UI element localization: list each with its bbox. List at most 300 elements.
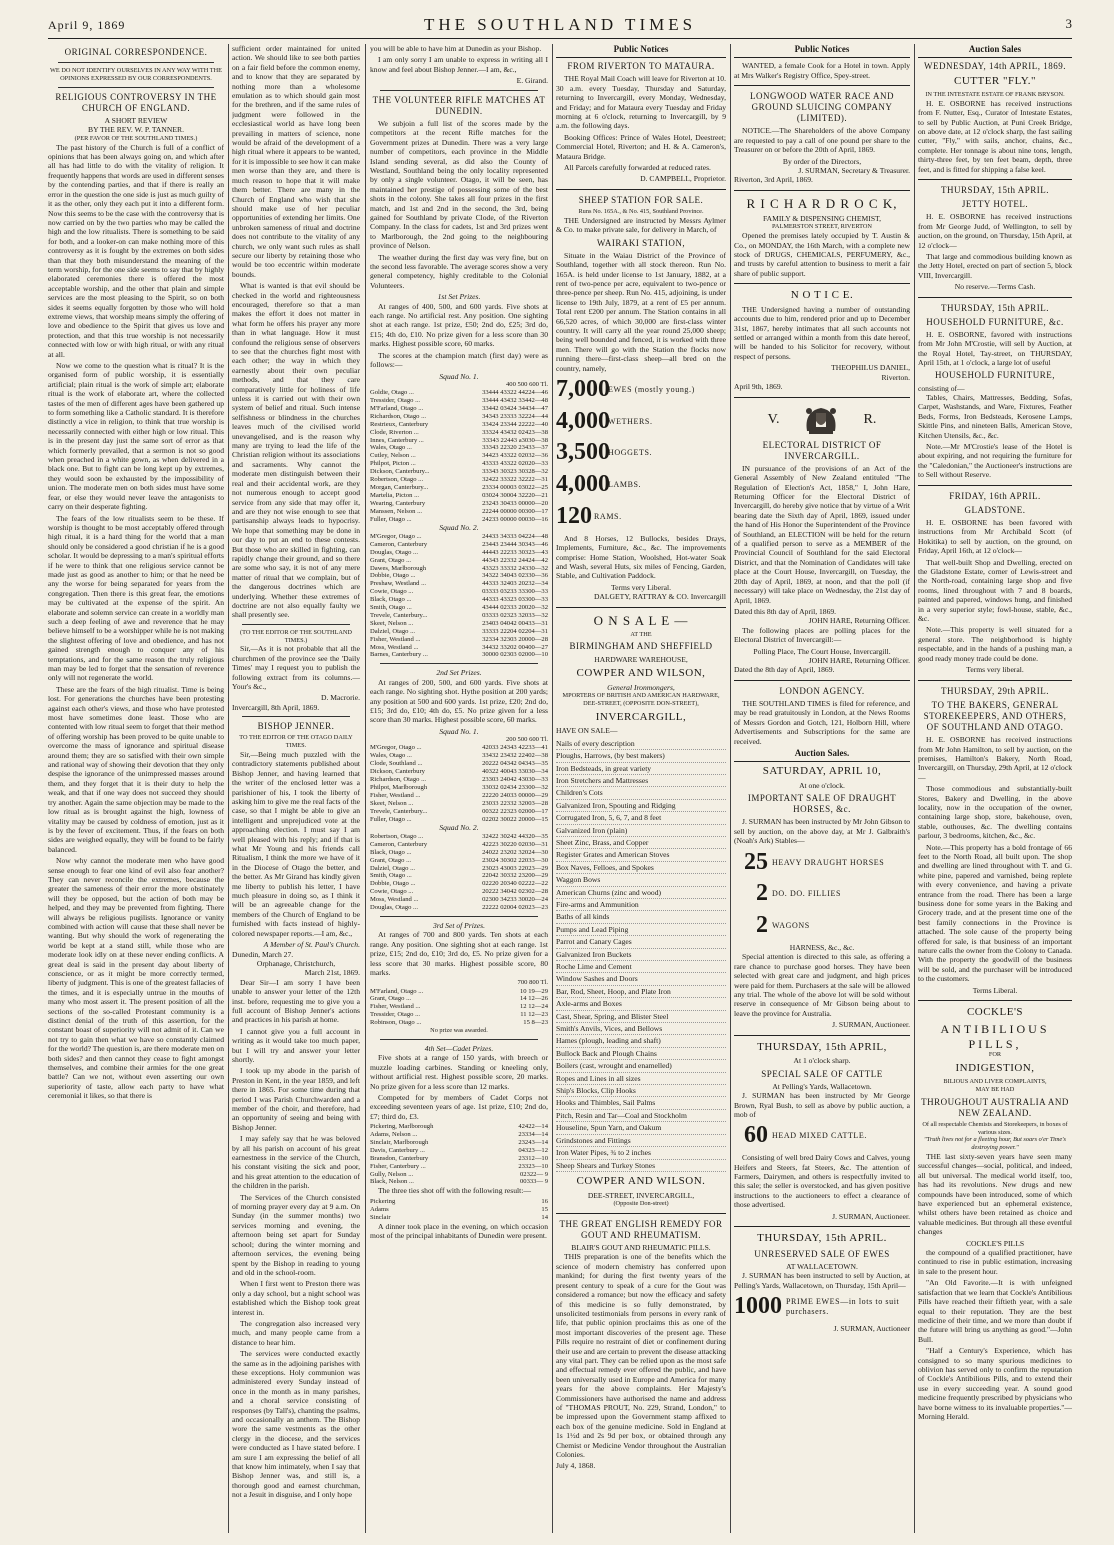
competitor-score: 43323 33332 24330—32: [482, 564, 548, 572]
ad-title: ANTIBILIOUS PILLS,: [940, 1021, 1050, 1051]
ad-text: NOTICE.—The Shareholders of the above Company are requested to pay a call of one pound per share to the Treasurer on or before the 20th of April, 1869.: [734, 126, 910, 155]
ad-subtitle: AT WALLACETOWN.: [786, 1261, 858, 1271]
column-correspondence-cont: [232, 44, 360, 1533]
competitor-score: 22244 00000 00300—17: [482, 507, 548, 515]
ad-subtitle: (Opposite Don-street): [613, 1199, 669, 1207]
competitor-name: Clode, Southland ...: [370, 760, 423, 768]
competitor-name: Philpot, Marlborough: [370, 783, 428, 791]
article-headline: RELIGIOUS CONTROVERSY IN THE CHURCH OF ENGLAND.: [55, 91, 217, 113]
divider: [918, 179, 1072, 180]
score-row: [370, 800, 548, 808]
score-table: [370, 1123, 548, 1186]
letter-text: The congregation also increased very much, and many people came from a distance to hear him.: [232, 1318, 360, 1347]
divider: [734, 680, 910, 681]
competitor-score: 33442 03424 34434—47: [482, 404, 548, 412]
column-auction-sales: [918, 44, 1072, 1533]
ad-subtitle: At one o'clock.: [799, 780, 845, 790]
ad-subtitle: BLAIR'S GOUT AND RHEUMATIC PILLS.: [571, 1243, 711, 1253]
lot: [556, 375, 726, 405]
competitor-score: 44343 22332 24424—42: [482, 556, 548, 564]
section-header: Public Notices: [556, 44, 726, 58]
ad-subtitle: FAMILY & DISPENSING CHEMIST,: [762, 213, 882, 223]
prize-heading: 3rd Set of Prizes.: [432, 920, 486, 930]
ad-text: H. E. OSBORNE has received instructions from Mr George Judd, of Wellington, to sell by auction, on the ground, on Thursday, 15th April, at 12 o'clock—: [918, 212, 1072, 250]
ad-subtitle: IN THE INTESTATE ESTATE OF FRANK BRYSON.: [925, 90, 1065, 98]
list-item: Grindstones and Fittings: [556, 1135, 726, 1147]
divider: [380, 1039, 538, 1040]
prize-conditions: At ranges of 700 and 800 yards. Ten shots at each range. Any position. One sighting shot at each range. 1st prize, £15; 2nd do, £10; 3rd do, £5. No prize given for a less score that 30 marks. Highest possible score, 80 marks.: [370, 930, 548, 977]
competitor-name: Skeet, Nelson ...: [370, 799, 414, 807]
competitor-name: Grant, Otago ...: [370, 556, 412, 564]
ad-signature: J. SURMAN, Auctioneer.: [832, 1020, 910, 1030]
competitor-score: 34343 23333 32224—44: [482, 412, 548, 420]
divider: [734, 190, 910, 191]
competitor-name: Fisher, Westland ...: [370, 1003, 421, 1011]
ad-text: THE SOUTHLAND TIMES is filed for reference, and may be read gratuitously in London, at the News Rooms of Messrs Gordon and Gotch, 121, Holborn Hill, where Advertisements and Subscriptions for the same are received.: [734, 698, 910, 746]
competitor-name: M'Farland, Otago ...: [370, 404, 424, 412]
competitor-name: Manssen, Nelson ...: [370, 507, 423, 515]
score-row: [370, 500, 548, 508]
ad-title: COCKLE'S: [966, 1006, 1024, 1019]
ad-text: the compound of a qualified practitioner, have continued to rise in public estimation, increasing in sale to the present hour.: [918, 1248, 1072, 1276]
column-public-notices: [556, 44, 726, 1533]
ad-subtitle: AT THE: [630, 630, 652, 638]
list-item: Ship's Blocks, Clip Hooks: [556, 1085, 726, 1097]
competitor-name: Davis, Canterbury ...: [370, 1146, 425, 1154]
ad-title: THURSDAY, 15th APRIL.: [940, 302, 1050, 313]
squad-heading: Squad No. 2.: [439, 523, 479, 533]
score-row: [370, 397, 548, 405]
ad-subtitle: FOR: [988, 1051, 1002, 1059]
competitor-name: Black, Nelson ...: [370, 1178, 414, 1186]
ad-text: IN pursuance of the provisions of an Act of the General Assembly of New Zealand entituled "The Regulation of Election's Act, 1858," I, John Hare, Returning Officer for the Electoral District of Invercargill, do hereby give notice that by virtue of a Writ bearing date the Sixth day of April, 1869, issued under the hand of His Honor the Superintendent of the Province of Southland, an ELECTION will be held for the return of a qualified person to serve as a MEMBER of the Provincial Council of Southland for the said Electoral District, and that the Nomination of Candidates will take place at the Court House, Invercargill, on Tuesday, the 20th day of April, 1869, at noon, and that the poll (if necessary) will take place on Wednesday, the 21st day of April, 1869.: [734, 463, 910, 605]
competitor-name: Dawes, Marlborough: [370, 564, 427, 572]
section-header: Auction Sales.: [734, 748, 910, 762]
competitor-name: Richardson, Otago ...: [370, 776, 427, 784]
list-item: Ropes and Lines in all sizes: [556, 1073, 726, 1085]
ad-terms: Terms very Liberal.: [611, 582, 671, 592]
lot: [734, 911, 910, 941]
letter-place: Dunedin, March 27.: [232, 949, 294, 959]
score-row: [370, 636, 548, 644]
item-list: [556, 738, 726, 1172]
ad-text: That well-built Shop and Dwelling, erected on the Gladstone Estate, corner of Lewis-street and the North-road, containing large shop and five rooms, lined throughout with 7 and 8 boards, painted and papered, windows hung, and finished in a very superior style; fowl-house, stable, &c., &c.: [918, 557, 1072, 624]
competitor-name: Clode, Riverton ...: [370, 428, 419, 436]
competitor-name: Fisher, Westland ...: [370, 791, 421, 799]
divider: [734, 1226, 910, 1227]
ad-title: GLADSTONE.: [964, 504, 1026, 515]
lot: [734, 879, 910, 909]
letter-signature: E. Girand.: [516, 76, 548, 86]
score-row: [370, 1155, 548, 1163]
squad-heading: Squad No. 1.: [439, 371, 479, 381]
vr-right: R.: [863, 411, 877, 427]
list-item: Pumps and Lead Piping: [556, 924, 726, 936]
ad-title: ELECTORAL DISTRICT OF INVERCARGILL.: [762, 439, 882, 461]
ad-title: THURSDAY, 15th APRIL.: [940, 184, 1050, 195]
ad-text: Consisting of well bred Dairy Cows and Calves, young Heifers and Steers, fat Steers, &c. The attention of Farmers, Dairymen, and others is respectfully invited to this sale; the seller is overstocked, and has given positive instructions to the auctioneers to effect a clearance of those advertised.: [734, 1153, 910, 1210]
ad-subtitle: DEE-STREET, (OPPOSITE DON-STREET),: [583, 699, 699, 707]
ad-text: J. SURMAN has been instructed to sell by Auction, at Pelling's Yards, Wallacetown, on Thursday, 15th April—: [734, 1271, 910, 1290]
competitor-name: Wearing, Canterbury: [370, 499, 426, 507]
competitor-name: Tressider, Otago ...: [370, 396, 421, 404]
ad-text: THE Royal Mail Coach will leave for Riverton at 10. 30 a.m. every Tuesday, Thursday and Saturday, returning to Invercargill, every Monday, Wednesday, and Friday; and for Mataura every Tuesday and Friday morning at 6 o'clock, returning to Invercargill, by 9 a.m. the following days.: [556, 74, 726, 131]
article-paragraph: sufficient order maintained for united action. We should like to see both parties on a fair field before the common enemy, and to know that they are separated by nothing more than a wholesome emulation as to which should gain most for the brethren, and if the same rules of judgment were followed in the ecclesiastical world as have long been prevailing in matters of science, none would be afraid of the development of a high ritual where it appears to be wanted, for it is impossible to see how it can make men worse than they are, and there is much reason to hope that it will make them better. There are many in the Church of England who wish that she should make use of her peculiar opportunities of extending her limits. One unbroken sameness of ritual and doctrine does not contribute to the vitality of any church, we only want such rules as shall secure our liberty by retaining those who would be too eccentric within moderate bounds.: [232, 44, 360, 279]
divider: [556, 189, 726, 190]
ad-text: H. E. OSBORNE has received instructions from Mr John Hamilton, to sell by auction, on the premises, Hamilton's Bakery, North Road, Invercargill, on Thursday, 29th April, at 12 o'clock—: [918, 735, 1072, 782]
lot-description: HEAD MIXED CATTLE.: [772, 1131, 868, 1141]
competitor-score: 04323—12: [518, 1146, 548, 1154]
lot-description: DO. DO. FILLIES: [772, 889, 841, 899]
column-correspondence: [48, 44, 224, 1533]
competitor-score: 43444 02333 20020—32: [482, 604, 548, 612]
ad-title: THURSDAY, 15th APRIL,: [757, 1040, 887, 1053]
ad-subtitle: HARNESS, &c., &c.: [789, 942, 855, 952]
section-header: Public Notices: [734, 44, 910, 58]
competitor-name: Fisher, Canterbury ...: [370, 1162, 426, 1170]
lot-quantity: 60: [744, 1122, 768, 1149]
article-subhead: A SHORT REVIEW: [104, 116, 168, 126]
score-row: [370, 484, 548, 492]
score-row: [370, 872, 548, 880]
score-row: [370, 644, 548, 652]
lot-quantity: 2: [756, 912, 768, 939]
divider: [380, 663, 538, 664]
ad-title: LONDON AGENCY.: [779, 685, 865, 696]
score-row: [370, 1139, 548, 1147]
list-item: Pitch, Resin and Tar—Coal and Stockholm: [556, 1110, 726, 1122]
score-row: [370, 857, 548, 865]
lot: [556, 438, 726, 468]
competitor-name: Richardson, Otago ...: [370, 412, 427, 420]
ad-text: Booking Offices: Prince of Wales Hotel, Deestreet; Commercial Hotel, Riverton; and H. & A. Cameron's, Mataura Bridge.: [556, 132, 726, 161]
competitor-score: 33343 22320 23433—37: [482, 444, 548, 452]
ad-subtitle: MAY BE HAD: [975, 1085, 1015, 1093]
competitor-score: 02202 30022 20000—15: [482, 815, 548, 823]
letter-text: When I first went to Preston there was only a day school, but a night school was established which the Bishop took great interest in.: [232, 1279, 360, 1317]
ad-subtitle: At Pelling's Yards, Wallacetown.: [772, 1081, 872, 1091]
ad-signature: THEOPHILUS DANIEL,: [831, 363, 910, 373]
score-row: [370, 596, 548, 604]
competitor-name: M'Farland, Otago ...: [370, 987, 424, 995]
column-notices-auctions: [734, 44, 910, 1533]
score-row: [370, 565, 548, 573]
list-item: Ploughs, Harrows, (by best makers): [556, 750, 726, 762]
score-row: [370, 628, 548, 636]
ad-text: H. E. OSBORNE, favored with instructions from Mr John M'Crostie, will sell by Auction, at the Royal Hotel, Tay-street, on THURSDAY, April 15th, at 1 o'clock, a large lot of useful: [918, 329, 1072, 368]
divider: [242, 716, 350, 717]
competitor-name: Martelia, Picton ...: [370, 491, 420, 499]
ad-signature: D. CAMPBELL, Proprietor.: [640, 174, 726, 184]
competitor-score: 20222 34042 02302—28: [482, 888, 548, 896]
ad-text: THE last sixty-seven years have seen many successful changes—social, political, and indeed, all but universal. The medical world itself, too, has had its revolutions. New drugs and new compounds have been introduced, some of which have experienced but an ephemeral existence, whilst others have been retained as choice and valuable medicines. But through all these eventful changes: [918, 1152, 1072, 1237]
ad-text: THE Undersigned having a number of outstanding accounts due to him, rendered prior and up to December 31st, 1867, hereby intimates that all such accounts not settled or arranged within a month from this date hereof, will be handed to his Solicitor for recovery, without respect of persons.: [734, 304, 910, 361]
list-item: Galvanized Iron Buckets: [556, 949, 726, 961]
lot-description: RAMS.: [594, 511, 622, 521]
ad-title: TO THE BAKERS, GENERAL STOREKEEPERS, AND OTHERS, OF SOUTHLAND AND OTAGO.: [923, 699, 1067, 732]
competitor-name: Goldie, Otago ...: [370, 389, 414, 397]
prize-note: No prize was awarded.: [430, 1027, 488, 1035]
score-row: [370, 865, 548, 873]
competitor-score: 23243 30433 00000—20: [482, 499, 548, 507]
ad-text: Tables, Chairs, Mattresses, Bedding, Sofas, Carpet, Washstands, and Ware, Fixtures, Feather Beds, Forms, Iron Bedsteads, Kerosene Lamps, Skittle Pins, and nineteen Balls, American Stove, Kitchen Utensils, &c., &c.: [918, 393, 1072, 440]
competitor-score: 15 8—23: [523, 1019, 548, 1027]
competitor-score: 12 12—24: [519, 1003, 548, 1011]
lot: [734, 1121, 910, 1151]
list-item: Axle-arms and Boxes: [556, 998, 726, 1010]
score-row: [370, 572, 548, 580]
article-credit: (PER FAVOR OF THE SOUTHLAND TIMES.): [74, 134, 198, 142]
page-number: 3: [1065, 16, 1072, 31]
competitor-score: 34322 34043 02330—36: [482, 572, 548, 580]
score-row: [370, 1171, 548, 1179]
ad-text: By order of the Directors,: [782, 156, 862, 166]
letter-text: Sir,—Being much puzzled with the contradictory statements published about Bishop Jenner, and having learned that the writer of the enclosed letter was a parishioner of his, I took the liberty of asking him to give me the real facts of the case, so that I might be able to give an intelligent and unprejudiced vote at the approaching election. I must say I am well pleased with his reply; and if that is what Mr Young and his friends call Ritualism, I think the more we have of it in the Diocese of Otago the better, and the better. As Mr Girand has kindly given me liberty to publish his letter, I have much pleasure in doing so, as I think it will be an agreeable change for the members of the Church of England to be furnished with facts instead of highly-colored newspaper reports.—I am, &c.,: [232, 749, 360, 938]
score-row: [370, 1011, 548, 1019]
ad-text: All Parcels carefully forwarded at reduced rates.: [564, 162, 711, 172]
lot-quantity: 1000: [734, 1292, 782, 1319]
competitor-name: Black, Otago ...: [370, 596, 412, 604]
competitor-score: 10 19—29: [519, 987, 548, 995]
competitor-name: Wales, Otago ...: [370, 752, 412, 760]
score-row: [370, 841, 548, 849]
score-row: [370, 995, 548, 1003]
competitor-score: 20222 04342 04343—35: [482, 760, 548, 768]
lot-quantity: 4,000: [556, 471, 610, 498]
ad-title: SHEEP STATION FOR SALE.: [578, 194, 704, 205]
list-item: Boilers (cast, wrought and enamelled): [556, 1060, 726, 1072]
competitor-name: Robertson, Otago ...: [370, 476, 424, 484]
competitor-name: Restrieux, Canterbury: [370, 420, 429, 428]
score-row: [370, 776, 548, 784]
competitor-score: 23023 43003 22023—29: [482, 864, 548, 872]
divider: [58, 62, 214, 63]
article-paragraph: Now we come to the question what is ritual? It is the organised form of public worship, it is essentially artificial; plain ritual is the work of simple art; elaborate ritual is the work of elaborate art, where the collected tastes of the men of different ages have been gathered up to form something like a Catholic standard. It is therefore distinctly a vice in religion, to think that true worship is necessarily connected with either high or low ritual. This is in the present day just the same sort of error as that which formerly prevailed, that a sermon is not so good when preached in a white gown, as when delivered in a black one. But to fight can be long kept up by extremes, they would soon be exhausted by the impossibility of union. The moderate men on both sides must have some fear, or else they would never leave the antagonists to carry on their desperate fighting.: [48, 361, 224, 512]
lot-quantity: 7,000: [556, 375, 610, 402]
competitor-score: 44443 22233 30323—43: [482, 548, 548, 556]
letter-text: The services were conducted exactly the same as in the adjoining parishes with these exceptions. Holy communion was administered every Sunday instead of once in the month as in many parishes, and a choral service consisting of responses (by Tall's), chanting the psalms, and occasionally an anthem. The Bishop wore the same vestments as the other clergy in the diocese, and the services were conducted as I have stated before. I am sure I am expressing the belief of all that know him intimately, when I say that Bishop Jenner was, and still is, a thorough good and earnest churchman, not a Jesuit in disguise, and I only hope: [232, 1349, 360, 1500]
list-item: Roche Lime and Cement: [556, 961, 726, 973]
lot-description: HOGGETS.: [608, 448, 653, 458]
competitor-score: 23323—10: [518, 1162, 548, 1170]
ad-title: THROUGHOUT AUSTRALIA AND NEW ZEALAND.: [921, 1096, 1069, 1118]
stock-list: [556, 375, 726, 532]
competitor-name: Dobbie, Otago ...: [370, 880, 416, 888]
article-paragraph: We subjoin a full list of the scores made by the competitors at the recent Rifle matches for the Government prizes at Dunedin. There was a very large number of competitors, each province in the Middle Island sending several, as did also the County of Westland, Southland being the only locality represented by only a single volunteer. Otago, it will be seen, has maintained her prestige of possessing some of the best shots in the colony. She takes all four prizes in the first match, and 1st and 2nd in the second, the 3rd, being gained for Southland by private Clode, of the Riverton Company. In the class for cadets, 1st and 3rd prizes went to Marlborough, the 2nd going to the neighbouring province of Nelson.: [370, 118, 548, 251]
list-item: Children's Cots: [556, 787, 726, 799]
score-row: [370, 833, 548, 841]
competitor-name: Douglas, Otago ...: [370, 904, 418, 912]
list-item: Register Grates and American Stoves: [556, 849, 726, 861]
divider: [734, 283, 910, 284]
competitor-name: Dalziel, Otago ...: [370, 864, 416, 872]
competitor-score: 33324 43432 02423—38: [482, 428, 548, 436]
competitor-name: Gully, Nelson ...: [370, 1170, 414, 1178]
letter-text: I am only sorry I am unable to express in writing all I know and feel about Bishop Jenner.—I am, &c.,: [370, 55, 548, 74]
list-item: Iron Stretchers and Mattresses: [556, 775, 726, 787]
competitor-name: Adams: [370, 1205, 389, 1213]
ad-subtitle: At 1 o'clock sharp.: [793, 1056, 851, 1066]
competitor-name: Fuller, Otago ...: [370, 815, 412, 823]
competitor-score: 33432 23432 22402—38: [482, 752, 548, 760]
score-row: [370, 468, 548, 476]
competitor-score: 44333 43323 03300—33: [482, 596, 548, 604]
competitor-name: Adams, Nelson ...: [370, 1131, 418, 1139]
prize-heading: 1st Set Prizes.: [437, 292, 481, 302]
score-table: [370, 389, 548, 523]
competitor-score: 33424 23344 22222—40: [482, 420, 548, 428]
score-table: [370, 988, 548, 1028]
score-row: [370, 1214, 548, 1222]
competitor-name: Cameron, Canterbury: [370, 540, 428, 548]
masthead-rule: [48, 38, 1072, 39]
divider: [734, 397, 910, 398]
competitor-score: 42033 24343 42233—41: [482, 744, 548, 752]
competitor-score: 03333 02323 32033—32: [482, 611, 548, 619]
competitor-score: 11 12—23: [520, 1011, 548, 1019]
score-row: [370, 413, 548, 421]
divider: [58, 87, 214, 88]
ad-title: INVERCARGILL,: [595, 710, 687, 723]
ad-subtitle: HARDWARE WAREHOUSE,: [594, 654, 688, 664]
ad-title: HOUSEHOLD FURNITURE,: [935, 370, 1055, 381]
divider: [734, 85, 910, 86]
divider: [242, 624, 350, 625]
ad-text: "Half a Century's Experience, which has consigned to so many spurious medicines to oblivion has served only to confirm the reputation of Cockle's Antibilious Pills, and to extend their use in every succeeding year. A sound good medicine frequently prescribed by physicians who have borne witness to its invaluable properties."—Morning Herald.: [918, 1346, 1072, 1421]
letter-text: you will be able to have him at Dunedin as your Bishop.: [370, 44, 542, 53]
divider: [918, 297, 1072, 298]
lot-description: HEAVY DRAUGHT HORSES: [772, 857, 885, 867]
score-row: [370, 1131, 548, 1139]
letter-text: The Services of the Church consisted of morning prayer every day at 9 a.m. On Sunday (in the summer months) two services morning and evening, the afternoon being set apart for Sunday school; during the winter morning and afternoon services, the evening being spent by the Bishop in reading to young and old in the school-room.: [232, 1192, 360, 1277]
competitor-name: Innes, Canterbury ...: [370, 436, 424, 444]
lot: [556, 502, 726, 532]
score-row: [370, 508, 548, 516]
competitor-score: 43333 43322 02020—33: [482, 460, 548, 468]
ad-date: Dated this 8th day of April, 1869.: [734, 606, 837, 616]
ad-subtitle: Runs No. 165A., & No. 415, Southland Province.: [578, 207, 704, 215]
ad-title: THURSDAY, 15th APRIL.: [757, 1231, 887, 1244]
score-columns: 400 500 600 Tl.: [505, 380, 548, 388]
lot-quantity: 3,500: [556, 439, 610, 466]
score-row: [370, 580, 548, 588]
letter-place: Invercargill, 8th April, 1869.: [232, 702, 320, 712]
score-row: [370, 792, 548, 800]
ad-subtitle: General Ironmongers,: [607, 682, 675, 692]
ad-text: Situate in the Waiau District of the Province of Southland, together with all stock thereon. Run No. 165A. is held under license to 1st January, 1882, at a rent of two-pence per acre, equivalent to two-pence or three-pence per sheep. Run No. 415, adjoining, is under license to 19th July, 1879, at a rent of £5 per annum. Total rent £200 per annum. The Station contains in all 66,520 acres, of which 30,000 are first-class winter country. It will carry all the year round 25,000 sheep; being well bounded and fenced, it is worked with three men. There will go with the Station the flocks now running there—first-class sheep—all bred on the country, namely,: [556, 250, 726, 373]
score-row: [370, 1019, 548, 1027]
ad-text: That large and commodious building known as the Jetty Hotel, erected on part of section 5, block VIII, Invercargill.: [918, 251, 1072, 280]
list-item: Hooks and Thimbles, Sail Palms: [556, 1097, 726, 1109]
ad-place: Riverton.: [881, 372, 910, 382]
list-item: American Churns (zinc and wood): [556, 887, 726, 899]
issue-date: April 9, 1869: [48, 18, 126, 32]
competitor-name: Robertson, Otago ...: [370, 832, 424, 840]
competitor-name: Morgan, Canterbury...: [370, 483, 429, 491]
ad-title: THE GREAT ENGLISH REMEDY FOR GOUT AND RHEUMATISM.: [559, 1218, 723, 1240]
ad-text: H. E. OSBORNE has received instructions from F. Nutter, Esq., Curator of Intestate Estates, to sell by Public Auction, at Puni Creek Bridge, on above date, at 12 o'clock sharp, the fast sailing cutter, "Fly," with sails, anchor, chains, &c., complete. Her tonnage is about nine tons, length, thirty-three feet, by ten feet beam, depth, three feet, and is fitted for shipping a false keel.: [918, 98, 1072, 174]
section-heading: ORIGINAL CORRESPONDENCE.: [64, 47, 208, 57]
lot-quantity: 120: [556, 502, 592, 529]
score-row: [370, 476, 548, 484]
prize-note: The three ties shot off with the following result:—: [378, 1186, 531, 1196]
ad-text: Those commodious and substantially-built Stores, Bakery and Dwelling, in the above locality, now in the occupation of the owner, containing large shop, store, bakehouse, oven, stable, outhouses, &c. The dwelling contains parlour, 3 bedrooms, kitchen, &c., &c.: [918, 784, 1072, 841]
ad-title: N O T I C E.: [790, 289, 854, 302]
score-row: [370, 896, 548, 904]
competitor-score: 33444 43322 44224—46: [482, 389, 548, 397]
score-row: [370, 888, 548, 896]
article-paragraph: The weather during the first day was very fine, but on the second less favorable. The average scores show a very general competency, highly creditable to the Colonial Volunteers.: [370, 252, 548, 290]
competitor-name: Black, Otago ...: [370, 848, 412, 856]
ad-title: COWPER AND WILSON,: [576, 667, 706, 680]
competitor-name: Trevele, Canterbury...: [370, 807, 428, 815]
score-row: [370, 612, 548, 620]
section-header: Auction Sales: [918, 44, 1072, 58]
ad-date: July 4, 1868.: [556, 1461, 596, 1471]
competitor-score: 23312—10: [518, 1154, 548, 1162]
ad-text: WANTED, a female Cook for a Hotel in town. Apply at Mrs Walker's Registry Office, Spey-street.: [734, 61, 910, 80]
letter-heading: (TO THE EDITOR OF THE SOUTHLAND TIMES.): [239, 628, 352, 644]
score-row: [370, 549, 548, 557]
competitor-name: Moss, Westland ...: [370, 643, 419, 651]
letter-date: March 21st, 1869.: [304, 968, 360, 978]
disclaimer: WE DO NOT IDENTIFY OURSELVES IN ANY WAY WITH THE OPINIONS EXPRESSED BY OUR CORRESPONDENTS.: [49, 67, 223, 82]
score-table: [370, 744, 548, 823]
ad-text: H. E. OSBORNE has been favored with instructions from Mr Archibald Scott (of Hokitika) to sell by auction, on the ground, on Friday, April 16th, at 12 o'clock—: [918, 518, 1072, 556]
squad-heading: Squad No. 1.: [439, 726, 479, 736]
lot-quantity: 4,000: [556, 407, 610, 434]
ad-title: SPECIAL SALE OF CATTLE: [761, 1068, 883, 1079]
score-row: [370, 557, 548, 565]
prize-heading: 2nd Set Prizes.: [436, 668, 482, 678]
competitor-score: 34423 43322 02032—36: [482, 452, 548, 460]
ad-text: Polling Place, The Court House, Invercargill.: [753, 646, 891, 656]
ad-title: HOUSEHOLD FURNITURE, &c.: [926, 316, 1064, 327]
list-item: Window Sashes and Doors: [556, 973, 726, 985]
competitor-name: Cutley, Nelson ...: [370, 452, 416, 460]
list-item: Nails of every description: [556, 738, 726, 750]
ad-terms: Terms Liberal.: [972, 985, 1018, 995]
ad-text: THIS preparation is one of the benefits which the science of modern chemistry has conferred upon mankind; for during the first twenty years of the present century to speak of a cure for the Gout was considered a romance; but now the efficacy and safety of this medicine is so fully demonstrated, by unsolicited testimonials from persons in every rank of life, that public opinion proclaims this as one of the most important discoveries of the present age. These Pills require no restraint of diet or confinement during their use and are certain to prevent the disease attacking any vital part. They can be relied upon as the most safe and effectual remedy ever offered the public, and have been universally used in Europe and America for many years for the above complaints. Her Majesty's Commissioners have authorised the name and address of "THOMAS PROUT, No. 229, Strand, London," to be impressed upon the Government stamp affixed to each box of the genuine medicine. Sold in England at 1s 1½d and 2s 9d per box, or obtained through any Chemist or Medicine Vendor throughout the Australian Colonies.: [556, 1252, 726, 1459]
competitor-score: 33343 22443 a3030—38: [482, 436, 548, 444]
competitor-name: Sinclair, Marlborough: [370, 1138, 429, 1146]
ad-text: HAVE ON SALE—: [556, 726, 618, 736]
list-item: Corrugated Iron, 5, 6, 7, and 8 feet: [556, 812, 726, 824]
ad-text: "An Old Favorite.—It is with unfeigned satisfaction that we learn that Cockle's Antibilious Pills have reached their fiftieth year, with a sale equal to their reputation. They are the best medicine of their time, and we more than doubt if the future will bring us anything as good."—John Bull.: [918, 1278, 1072, 1344]
list-item: Bullock Back and Plough Chains: [556, 1048, 726, 1060]
ad-subtitle: DEE-STREET, INVERCARGILL,: [587, 1190, 695, 1200]
list-item: Galvanized Iron (plain): [556, 825, 726, 837]
lot-quantity: 25: [744, 848, 768, 875]
competitor-name: Philpot, Picton ...: [370, 460, 416, 468]
lot-description: WETHERS.: [608, 416, 653, 426]
ad-title: LONGWOOD WATER RACE AND GROUND SLUICING COMPANY (LIMITED).: [749, 90, 895, 124]
lot-description: LAMBS.: [608, 480, 642, 490]
ad-note: Note.—Mr M'Crostie's lease of the Hotel is about expiring, and not requiring the furniture for the "Caledonian," the Auctioneer's instructions are to Sell without Reserve.: [918, 442, 1072, 480]
competitor-name: Skeet, Nelson ...: [370, 619, 414, 627]
ad-title: SATURDAY, APRIL 10,: [762, 765, 882, 778]
score-row: [370, 752, 548, 760]
score-row: [370, 988, 548, 996]
competitor-score: 32422 33322 32222—31: [482, 476, 548, 484]
score-columns: 700 800 Tl.: [517, 979, 548, 987]
article-byline: BY THE REV. W. P. TANNER.: [88, 125, 184, 135]
vr-left: V.: [767, 411, 780, 427]
ad-title: UNRESERVED SALE OF EWES: [754, 1248, 890, 1259]
ad-text: The following places are polling places for the Electoral District of Invercargill:—: [734, 625, 910, 645]
letter-signature: A Member of St. Paul's Church.: [263, 940, 360, 950]
competitor-score: 22220 24033 00000—29: [482, 791, 548, 799]
